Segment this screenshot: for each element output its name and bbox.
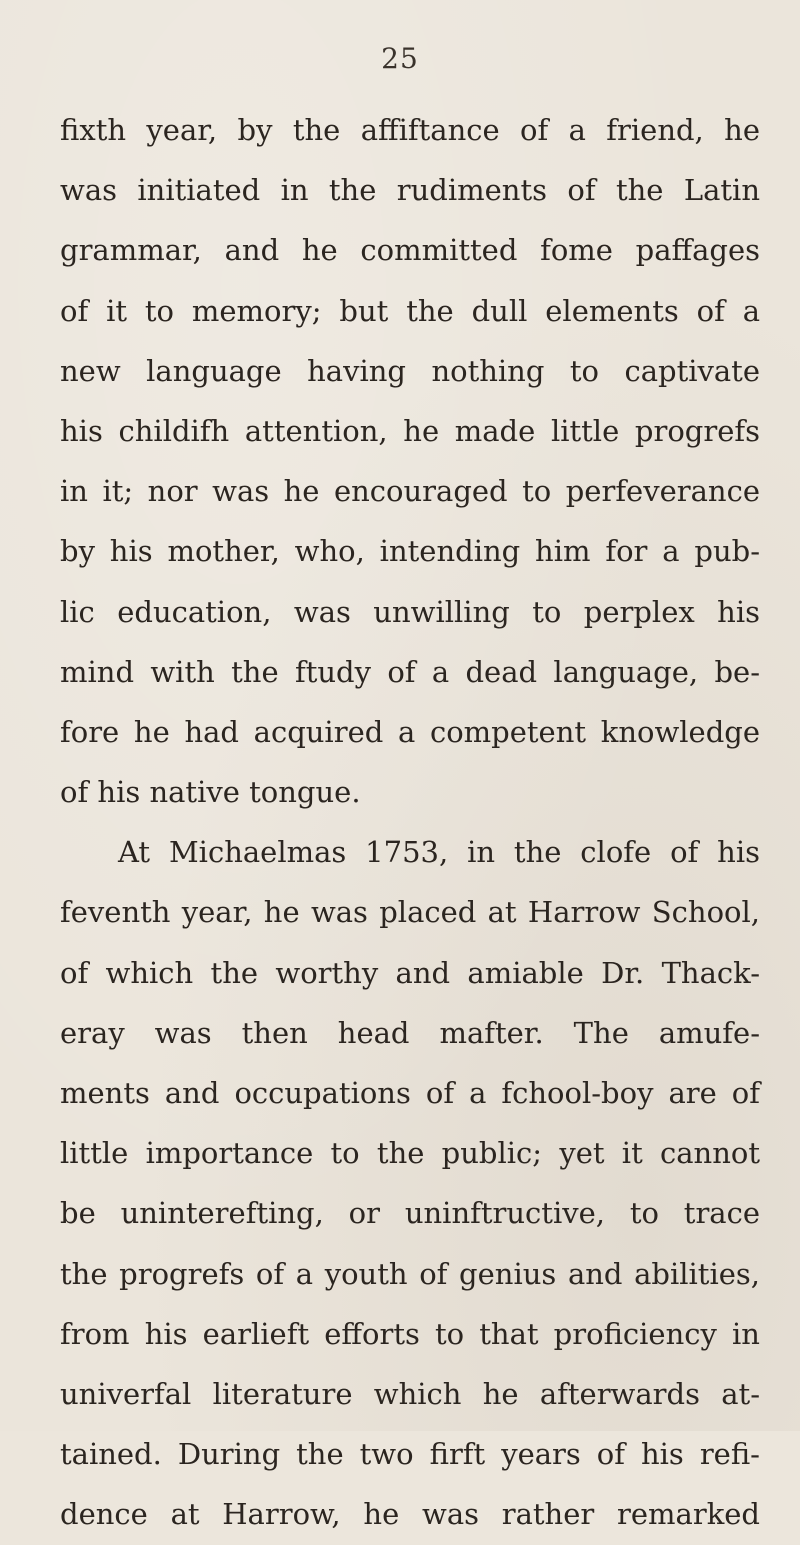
text-line: his childifh attention, he made little progrefs [60, 413, 760, 448]
text-line: the progrefs of a youth of genius and abilities, [60, 1256, 760, 1291]
text-line: new language having nothing to captivate [60, 353, 760, 388]
text-line: from his earlieft efforts to that proficiency in [60, 1316, 760, 1351]
text-line: fore he had acquired a competent knowledge [60, 714, 760, 749]
text-line: ments and occupations of a fchool-boy are of [60, 1076, 760, 1110]
text-line: of which the worthy and amiable Dr. Thack- [60, 955, 760, 990]
text-line: lic education, was unwilling to perplex his [60, 594, 760, 629]
text-line: fixth year, by the affiftance of a friend, he [60, 113, 760, 147]
text-line: univerfal literature which he afterwards at- [60, 1376, 760, 1411]
paragraph-start-line: At Michaelmas 1753, in the clofe of his [118, 835, 760, 870]
text-line: of it to memory; but the dull elements of a [60, 293, 760, 328]
text-line: little importance to the public; yet it cannot [60, 1136, 760, 1171]
text-line: grammar, and he committed fome paffages [60, 233, 760, 268]
text-line: in it; nor was he encouraged to perfeverance [60, 474, 760, 509]
text-line: by his mother, who, intending him for a pub- [60, 534, 760, 569]
text-line: feventh year, he was placed at Harrow School, [60, 895, 760, 930]
text-line: be uninterefting, or uninftructive, to trace [60, 1196, 760, 1231]
text-line: tained. During the two firft years of his refi- [60, 1437, 760, 1472]
page-number: 25 [381, 42, 419, 75]
text-line: mind with the ftudy of a dead language, be- [60, 654, 760, 689]
text-line: was initiated in the rudiments of the Latin [60, 173, 760, 208]
text-line: eray was then head mafter. The amufe- [60, 1015, 760, 1050]
paragraph-end-line: of his native tongue. [60, 775, 361, 810]
text-line: dence at Harrow, he was rather remarked [60, 1497, 760, 1532]
body-text [60, 100, 760, 1545]
